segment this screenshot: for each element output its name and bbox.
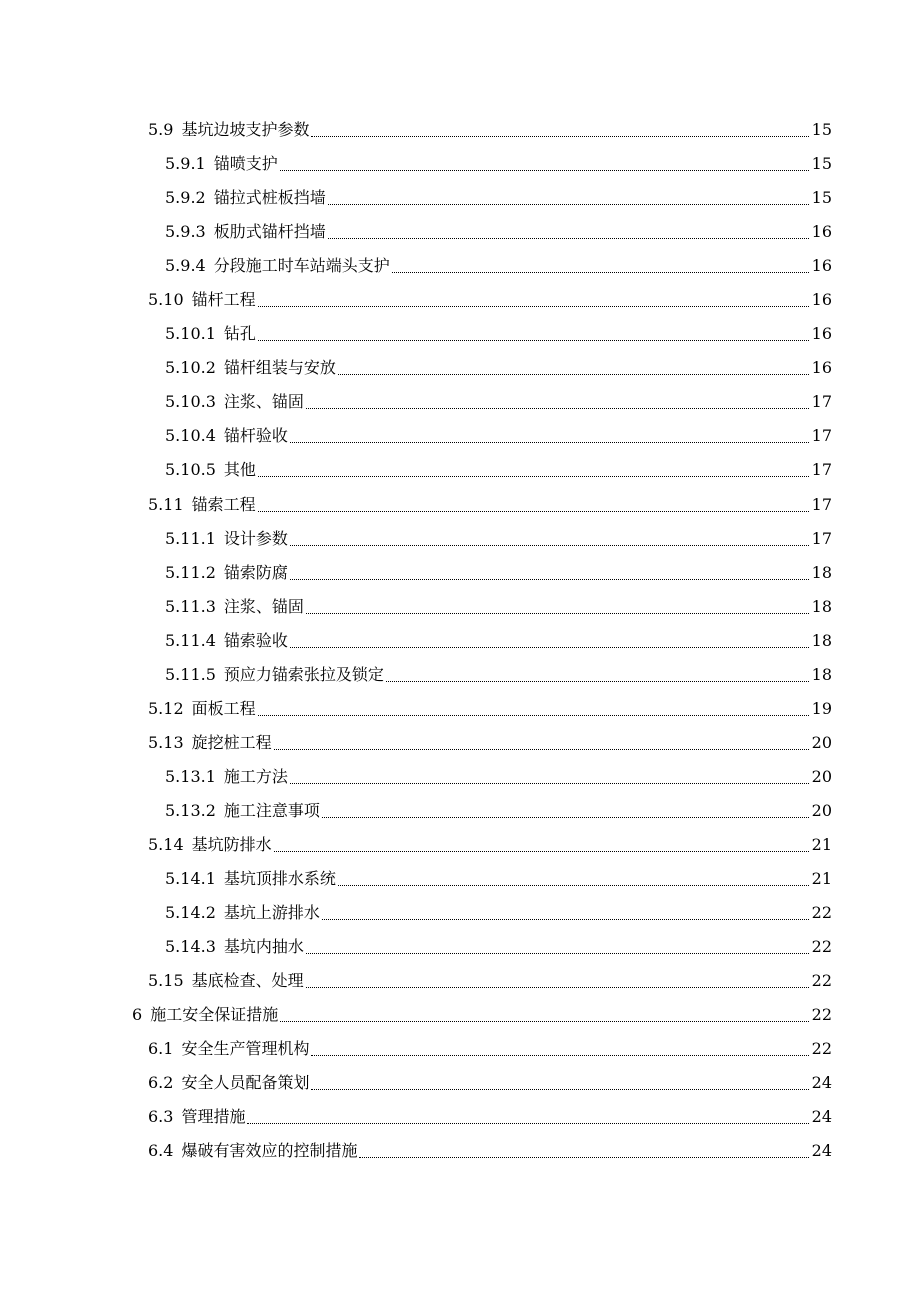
toc-page-number: 18 bbox=[811, 664, 832, 684]
toc-entry-number: 5.13.2 bbox=[165, 800, 216, 820]
toc-dot-leader bbox=[338, 373, 809, 375]
toc-entry-number: 5.10.5 bbox=[165, 460, 216, 480]
toc-entry[interactable] bbox=[0, 522, 832, 556]
toc-entry[interactable] bbox=[0, 215, 832, 249]
toc-entry-title: 锚喷支护 bbox=[213, 154, 278, 174]
toc-entry-number: 5.10.4 bbox=[165, 426, 216, 446]
toc-entry-title: 设计参数 bbox=[223, 528, 288, 548]
toc-entry-number: 5.12 bbox=[148, 698, 184, 718]
toc-dot-leader bbox=[386, 680, 809, 682]
toc-entry-title: 注浆、锚固 bbox=[223, 392, 304, 412]
toc-entry-number: 6.3 bbox=[148, 1107, 174, 1127]
toc-dot-leader bbox=[280, 169, 809, 171]
toc-entry-title: 锚索工程 bbox=[191, 494, 256, 514]
toc-entry[interactable] bbox=[0, 828, 832, 862]
toc-entry[interactable] bbox=[0, 113, 832, 147]
toc-page-number: 17 bbox=[811, 528, 832, 548]
toc-dot-leader bbox=[311, 1088, 809, 1090]
toc-entry-title: 基坑内抽水 bbox=[223, 937, 304, 957]
toc-entry-title: 基底检查、处理 bbox=[191, 971, 304, 991]
toc-dot-leader bbox=[290, 441, 809, 443]
toc-dot-leader bbox=[306, 612, 809, 614]
toc-dot-leader bbox=[328, 237, 809, 239]
toc-dot-leader bbox=[290, 578, 809, 580]
toc-dot-leader bbox=[274, 748, 809, 750]
toc-entry-title: 注浆、锚固 bbox=[223, 596, 304, 616]
toc-page-number: 21 bbox=[811, 835, 832, 854]
toc-page-number: 15 bbox=[811, 120, 832, 140]
toc-entry-title: 基坑防排水 bbox=[191, 835, 272, 854]
toc-dot-leader bbox=[359, 1156, 809, 1158]
toc-page-number: 22 bbox=[811, 1005, 832, 1025]
toc-entry-title: 安全生产管理机构 bbox=[181, 1039, 310, 1059]
toc-page-number: 17 bbox=[811, 494, 832, 514]
toc-entry[interactable] bbox=[0, 147, 832, 181]
toc-entry-number: 6.1 bbox=[148, 1039, 174, 1059]
toc-entry[interactable] bbox=[0, 590, 832, 624]
toc-page-number: 18 bbox=[811, 630, 832, 650]
toc-entry-number: 5.9.3 bbox=[165, 222, 206, 242]
toc-entry-title: 板肋式锚杆挡墙 bbox=[213, 222, 326, 242]
toc-dot-leader bbox=[306, 407, 809, 409]
toc-entry[interactable] bbox=[0, 419, 832, 453]
toc-page-number: 20 bbox=[811, 732, 832, 752]
toc-entry-number: 5.11.4 bbox=[165, 630, 216, 650]
toc-page-number: 16 bbox=[811, 290, 832, 310]
toc-page-number: 17 bbox=[811, 426, 832, 446]
table-of-contents bbox=[0, 113, 920, 1168]
toc-entry-number: 6.2 bbox=[148, 1073, 174, 1093]
toc-page-number: 24 bbox=[811, 1141, 832, 1161]
toc-entry[interactable] bbox=[0, 1134, 832, 1168]
toc-page-number: 16 bbox=[811, 256, 832, 276]
toc-dot-leader bbox=[311, 135, 809, 137]
toc-entry-number: 5.9.1 bbox=[165, 154, 206, 174]
toc-entry[interactable] bbox=[0, 998, 832, 1032]
toc-dot-leader bbox=[322, 816, 809, 818]
toc-page-number: 15 bbox=[811, 154, 832, 174]
toc-entry-number: 5.11.3 bbox=[165, 596, 216, 616]
toc-entry[interactable] bbox=[0, 453, 832, 487]
toc-entry-title: 其他 bbox=[223, 460, 256, 480]
toc-entry-title: 分段施工时车站端头支护 bbox=[213, 256, 390, 276]
toc-entry-title: 安全人员配备策划 bbox=[181, 1073, 310, 1093]
toc-entry-number: 5.11.2 bbox=[165, 562, 216, 582]
toc-entry-title: 预应力锚索张拉及锁定 bbox=[223, 664, 384, 684]
toc-entry-title: 旋挖桩工程 bbox=[191, 732, 272, 752]
toc-entry[interactable] bbox=[0, 726, 832, 760]
toc-entry-title: 锚索验收 bbox=[223, 630, 288, 650]
toc-entry-number: 5.9.2 bbox=[165, 188, 206, 208]
toc-page-number: 16 bbox=[811, 222, 832, 242]
toc-entry[interactable] bbox=[0, 1032, 832, 1066]
toc-page-number: 20 bbox=[811, 800, 832, 820]
toc-dot-leader bbox=[338, 884, 809, 886]
toc-dot-leader bbox=[290, 782, 809, 784]
toc-dot-leader bbox=[247, 1122, 809, 1124]
toc-entry-number: 5.10.2 bbox=[165, 358, 216, 378]
toc-dot-leader bbox=[258, 339, 809, 341]
toc-entry[interactable] bbox=[0, 385, 832, 419]
toc-entry[interactable] bbox=[0, 964, 832, 998]
toc-entry-number: 5.13.1 bbox=[165, 766, 216, 786]
toc-page-number: 15 bbox=[811, 188, 832, 208]
toc-page-number: 20 bbox=[811, 766, 832, 786]
toc-entry-number: 5.11.1 bbox=[165, 528, 216, 548]
toc-page-number: 24 bbox=[811, 1107, 832, 1127]
toc-page-number: 22 bbox=[811, 971, 832, 991]
toc-entry-number: 5.10 bbox=[148, 290, 184, 310]
toc-entry-number: 5.11 bbox=[148, 494, 184, 514]
toc-entry-title: 锚杆验收 bbox=[223, 426, 288, 446]
toc-entry-title: 锚杆工程 bbox=[191, 290, 256, 310]
toc-dot-leader bbox=[258, 475, 809, 477]
toc-entry[interactable] bbox=[0, 283, 832, 317]
toc-entry-title: 管理措施 bbox=[181, 1107, 246, 1127]
toc-dot-leader bbox=[274, 850, 809, 852]
toc-entry-title: 施工注意事项 bbox=[223, 800, 320, 820]
toc-page-number: 22 bbox=[811, 903, 832, 923]
toc-entry-number: 5.9.4 bbox=[165, 256, 206, 276]
toc-entry-number: 5.13 bbox=[148, 732, 184, 752]
toc-entry-title: 面板工程 bbox=[191, 698, 256, 718]
toc-entry-number: 5.11.5 bbox=[165, 664, 216, 684]
toc-entry-number: 5.10.3 bbox=[165, 392, 216, 412]
toc-entry-title: 施工安全保证措施 bbox=[150, 1005, 279, 1025]
toc-entry-number: 5.10.1 bbox=[165, 324, 216, 344]
toc-entry-title: 钻孔 bbox=[223, 324, 256, 344]
toc-page-number: 18 bbox=[811, 562, 832, 582]
toc-entry[interactable] bbox=[0, 658, 832, 692]
toc-entry[interactable] bbox=[0, 896, 832, 930]
toc-dot-leader bbox=[290, 544, 809, 546]
toc-dot-leader bbox=[258, 714, 809, 716]
toc-entry-title: 锚拉式桩板挡墙 bbox=[213, 188, 326, 208]
toc-entry-number: 5.9 bbox=[148, 120, 174, 140]
toc-dot-leader bbox=[311, 1054, 809, 1056]
toc-page-number: 24 bbox=[811, 1073, 832, 1093]
toc-entry-number: 5.14.1 bbox=[165, 869, 216, 889]
toc-dot-leader bbox=[306, 986, 809, 988]
toc-dot-leader bbox=[258, 305, 809, 307]
toc-page-number: 16 bbox=[811, 358, 832, 378]
toc-page-number: 21 bbox=[811, 869, 832, 889]
toc-entry-title: 基坑边坡支护参数 bbox=[181, 120, 310, 140]
toc-entry[interactable] bbox=[0, 624, 832, 658]
toc-page-number: 22 bbox=[811, 937, 832, 957]
toc-page-number: 16 bbox=[811, 324, 832, 344]
toc-page-number: 17 bbox=[811, 392, 832, 412]
toc-entry-title: 基坑上游排水 bbox=[223, 903, 320, 923]
toc-entry-title: 爆破有害效应的控制措施 bbox=[181, 1141, 358, 1161]
toc-page-number: 19 bbox=[811, 698, 832, 718]
toc-entry[interactable] bbox=[0, 351, 832, 385]
toc-dot-leader bbox=[328, 203, 809, 205]
toc-dot-leader bbox=[258, 510, 809, 512]
toc-dot-leader bbox=[290, 646, 809, 648]
toc-entry[interactable] bbox=[0, 488, 832, 522]
toc-entry-number: 6.4 bbox=[148, 1141, 174, 1161]
toc-entry-title: 基坑顶排水系统 bbox=[223, 869, 336, 889]
toc-entry-title: 锚杆组装与安放 bbox=[223, 358, 336, 378]
toc-dot-leader bbox=[392, 271, 809, 273]
toc-entry-title: 锚索防腐 bbox=[223, 562, 288, 582]
toc-entry[interactable] bbox=[0, 862, 832, 896]
toc-dot-leader bbox=[280, 1020, 809, 1022]
toc-dot-leader bbox=[322, 918, 809, 920]
toc-entry[interactable] bbox=[0, 760, 832, 794]
toc-entry-number: 5.15 bbox=[148, 971, 184, 991]
toc-entry-title: 施工方法 bbox=[223, 766, 288, 786]
toc-entry[interactable] bbox=[0, 1100, 832, 1134]
toc-entry[interactable] bbox=[0, 556, 832, 590]
toc-entry[interactable] bbox=[0, 794, 832, 828]
toc-entry-number: 5.14.3 bbox=[165, 937, 216, 957]
toc-page-number: 17 bbox=[811, 460, 832, 480]
toc-entry[interactable] bbox=[0, 181, 832, 215]
toc-entry[interactable] bbox=[0, 692, 832, 726]
toc-entry-number: 5.14.2 bbox=[165, 903, 216, 923]
toc-page-number: 22 bbox=[811, 1039, 832, 1059]
toc-entry[interactable] bbox=[0, 930, 832, 964]
toc-dot-leader bbox=[306, 952, 809, 954]
toc-page-number: 18 bbox=[811, 596, 832, 616]
toc-entry-number: 5.14 bbox=[148, 835, 184, 854]
toc-entry[interactable] bbox=[0, 317, 832, 351]
toc-entry[interactable] bbox=[0, 249, 832, 283]
toc-entry-number: 6 bbox=[132, 1005, 143, 1025]
toc-entry[interactable] bbox=[0, 1066, 832, 1100]
